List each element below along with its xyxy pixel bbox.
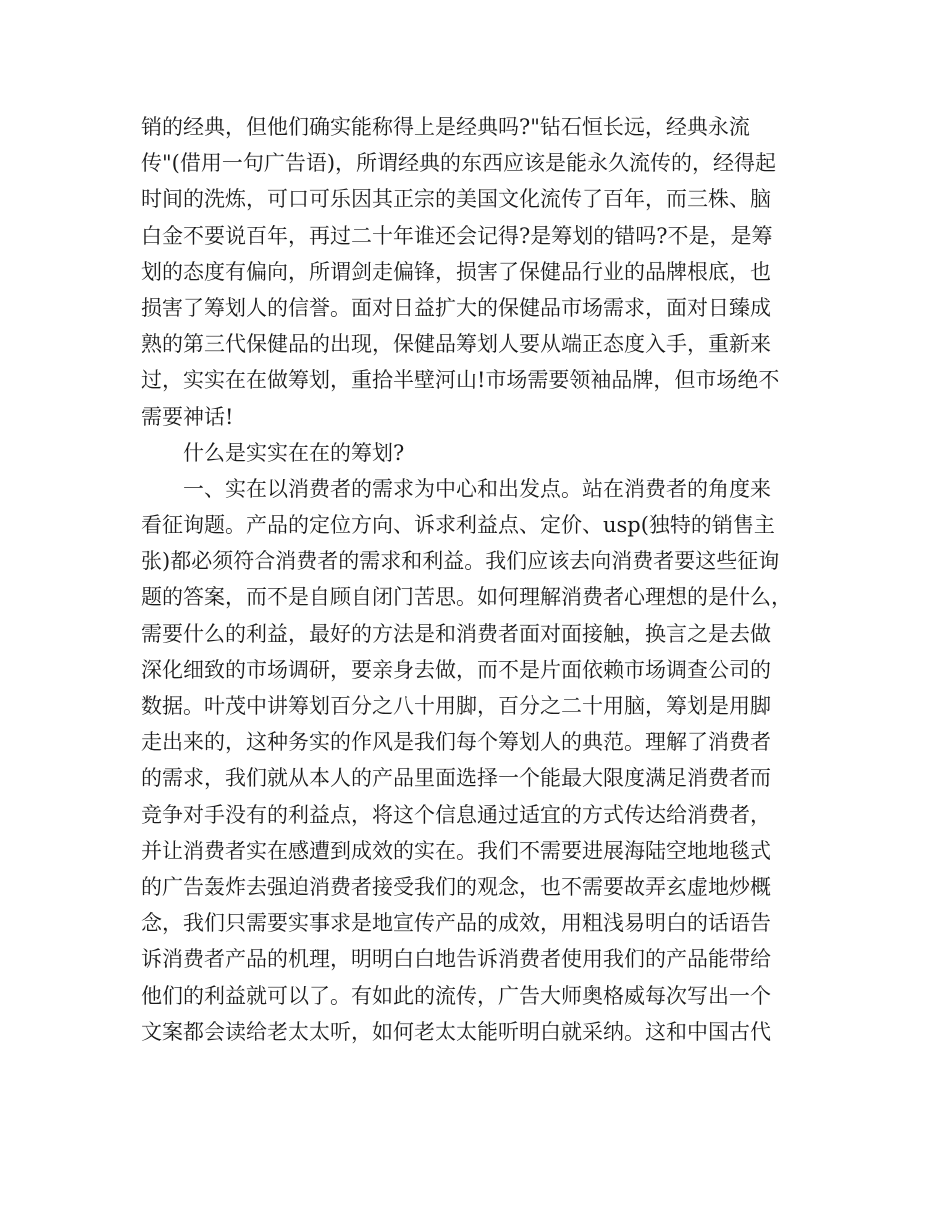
text-line: 白金不要说百年，再过二十年谁还会记得?是筹划的错吗?不是，是筹	[141, 223, 773, 248]
paragraph-1	[141, 109, 821, 435]
text-line: 深化细致的市场调研，要亲身去做，而不是片面依赖市场调查公司的	[141, 657, 771, 682]
text-line: 的广告轰炸去强迫消费者接受我们的观念，也不需要故弄玄虚地炒概	[141, 874, 771, 899]
text-line: 并让消费者实在感遭到成效的实在。我们不需要进展海陆空地地毯式	[141, 838, 771, 863]
text-line: 题的答案，而不是自顾自闭门苦思。如何理解消费者心理想的是什么，	[141, 585, 792, 610]
text-line: 他们的利益就可以了。有如此的流传，广告大师奥格威每次写出一个	[141, 983, 771, 1008]
text-line: 划的态度有偏向，所谓剑走偏锋，损害了保健品行业的品牌根底，也	[141, 259, 771, 284]
text-line: 念，我们只需要实事求是地宣传产品的成效，用粗浅易明白的话语告	[141, 911, 771, 936]
text-line: 销的经典，但他们确实能称得上是经典吗?"钻石恒长远，经典永流	[141, 115, 750, 139]
paragraph-3	[141, 471, 821, 1050]
text-line: 文案都会读给老太太听，如何老太太能听明白就采纳。这和中国古代	[141, 1019, 771, 1044]
text-line: 一、实在以消费者的需求为中心和出发点。站在消费者的角度来	[183, 476, 771, 501]
text-line: 走出来的，这种务实的作风是我们每个筹划人的典范。理解了消费者	[141, 730, 771, 755]
text-line: 需要神话!	[141, 404, 234, 429]
text-line: 熟的第三代保健品的出现，保健品筹划人要从端正态度入手，重新来	[141, 332, 771, 357]
section-question: 什么是实实在在的筹划?	[183, 440, 405, 465]
text-line: 看征询题。产品的定位方向、诉求利益点、定价、usp(独特的销售主	[141, 513, 775, 538]
body-text	[141, 109, 821, 1050]
text-line: 的需求，我们就从本人的产品里面选择一个能最大限度满足消费者而	[141, 766, 771, 791]
text-line: 竞争对手没有的利益点，将这个信息通过适宜的方式传达给消费者，	[141, 802, 771, 827]
text-line: 数据。叶茂中讲筹划百分之八十用脚，百分之二十用脑，筹划是用脚	[141, 694, 771, 718]
text-line: 张)都必须符合消费者的需求和利益。我们应该去向消费者要这些征询	[141, 549, 780, 574]
text-line: 损害了筹划人的信誉。面对日益扩大的保健品市场需求，面对日臻成	[141, 295, 771, 320]
text-line: 过，实实在在做筹划，重拾半壁河山!市场需要领袖品牌，但市场绝不	[141, 368, 780, 393]
text-line: 传"(借用一句广告语)，所谓经典的东西应该是能永久流传的，经得起	[141, 151, 777, 176]
text-line: 时间的洗炼，可口可乐因其正宗的美国文化流传了百年，而三株、脑	[141, 187, 771, 212]
text-line: 诉消费者产品的机理，明明白白地告诉消费者使用我们的产品能带给	[141, 947, 771, 972]
text-line: 需要什么的利益，最好的方法是和消费者面对面接触，换言之是去做	[141, 621, 771, 646]
paragraph-2-heading	[141, 435, 821, 471]
